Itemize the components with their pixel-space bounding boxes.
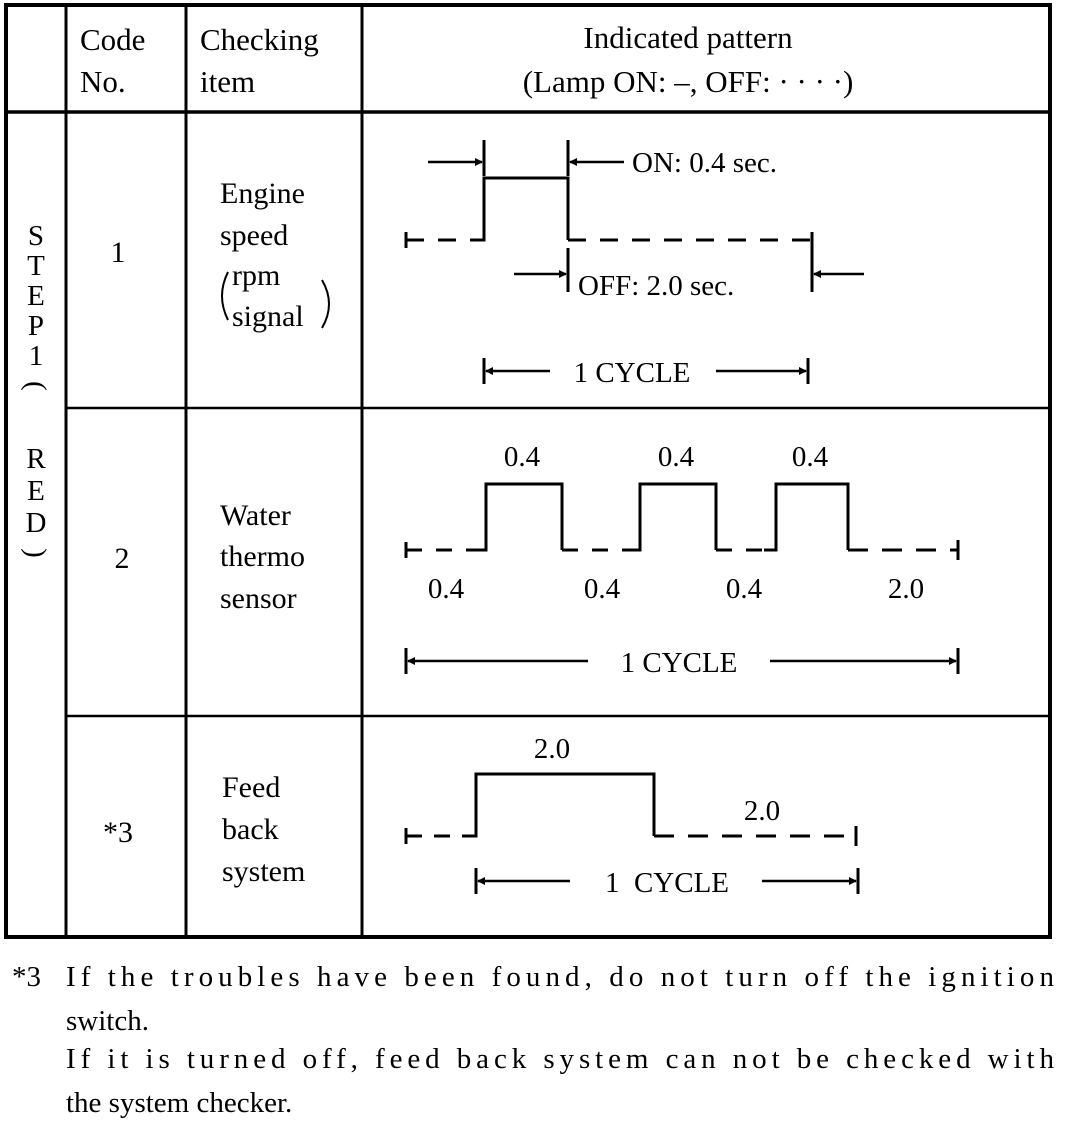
- step-letter: E: [27, 280, 45, 312]
- paren-close: [322, 280, 329, 328]
- header-code-no-line1: Code: [80, 22, 146, 57]
- on-duration-label: 2.0: [533, 733, 571, 765]
- step-letter: (: [20, 381, 52, 391]
- header-indicated-pattern-line2: (Lamp ON: –, OFF: · · · ·): [522, 64, 854, 99]
- header-checking-item-line1: Checking: [200, 22, 319, 57]
- step-letter: E: [27, 475, 45, 507]
- step-letter: ): [20, 548, 52, 558]
- cycle-label: 1 CYCLE: [573, 357, 691, 389]
- step-letter: T: [27, 250, 45, 282]
- off-duration-label: 2.0: [743, 795, 781, 827]
- gap-duration-label: 0.4: [725, 573, 763, 605]
- table-row: [111, 140, 865, 389]
- checking-item-line: sensor: [220, 582, 297, 615]
- gap-duration-label: 0.4: [583, 573, 621, 605]
- footnote-marker: *3: [12, 961, 41, 993]
- checking-item-line: rpm: [232, 259, 281, 292]
- step-letter: R: [26, 443, 46, 475]
- pulse-duration-label: 0.4: [503, 441, 541, 473]
- step-letter: 1: [28, 340, 44, 372]
- table-row: [103, 733, 858, 899]
- step-letter: D: [25, 507, 47, 539]
- code-number: 1: [110, 236, 126, 269]
- code-number: 2: [114, 542, 130, 575]
- gap-duration-label: 2.0: [887, 573, 925, 605]
- header-indicated-pattern-line1: Indicated pattern: [583, 20, 793, 55]
- pulse-duration-label: 0.4: [791, 441, 829, 473]
- footnote-line: If the troubles have been found, do not turn off the ignition: [66, 961, 1054, 993]
- table-row: [115, 441, 959, 679]
- checking-item-line: Water: [220, 499, 291, 532]
- step-letter: P: [27, 310, 45, 342]
- checking-item-line: Feed: [222, 771, 281, 804]
- code-number: *3: [103, 816, 133, 849]
- paren-open: [222, 272, 228, 320]
- header-code-no-line2: No.: [80, 64, 126, 99]
- checking-item-line: system: [222, 855, 306, 888]
- off-duration-label: OFF: 2.0 sec.: [578, 270, 735, 302]
- step-label: [20, 220, 52, 558]
- pulse-duration-label: 0.4: [657, 441, 695, 473]
- footnote-line: If it is turned off, feed back system can not be checked with: [66, 1043, 1055, 1075]
- footnote-line: switch.: [66, 1005, 149, 1037]
- checking-item-line: thermo: [220, 540, 305, 573]
- checking-item-line: back: [222, 813, 279, 846]
- checking-item-line: Engine: [220, 177, 305, 210]
- step-letter: S: [27, 220, 45, 252]
- table-header: [80, 20, 853, 99]
- header-checking-item-line2: item: [200, 64, 256, 99]
- cycle-label: 1 CYCLE: [620, 647, 738, 679]
- pattern-diagram-water-thermo: [406, 484, 958, 674]
- cycle-label: 1 CYCLE: [604, 867, 730, 899]
- checking-item-line: signal: [232, 300, 304, 333]
- footnote-line: the system checker.: [66, 1087, 293, 1119]
- footnote: [12, 961, 1055, 1119]
- checking-item-line: speed: [220, 219, 289, 252]
- on-duration-label: ON: 0.4 sec.: [632, 147, 777, 179]
- gap-duration-label: 0.4: [427, 573, 465, 605]
